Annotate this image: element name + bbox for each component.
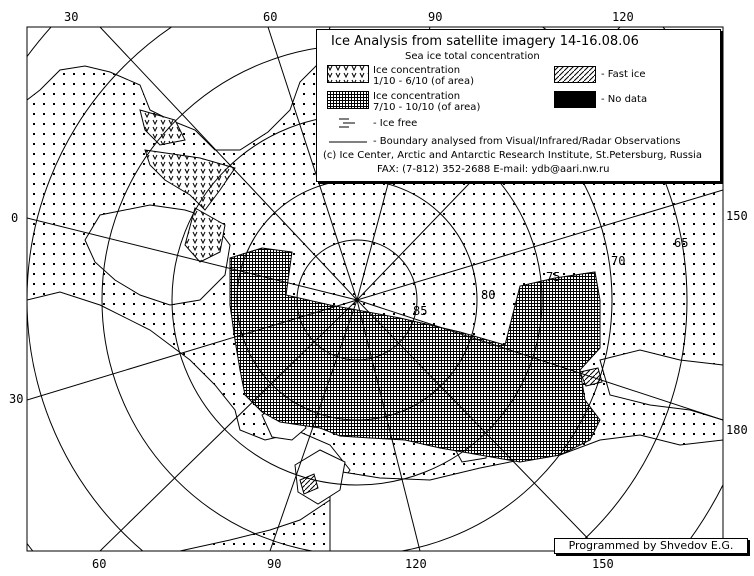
longitude-label-right-150: 150 bbox=[726, 209, 748, 223]
high-concentration-swatch bbox=[327, 91, 369, 109]
programmer-credit: Programmed by Shvedov E.G. bbox=[554, 538, 748, 554]
ice-free-symbol bbox=[337, 116, 357, 128]
latitude-label-75: 75 bbox=[546, 270, 561, 284]
longitude-label-left-0: 0 bbox=[11, 211, 19, 225]
latitude-label-85: 85 bbox=[413, 304, 428, 318]
longitude-label-bottom-120: 120 bbox=[405, 557, 427, 571]
low-concentration-swatch bbox=[327, 65, 369, 83]
longitude-label-top-60: 60 bbox=[263, 10, 278, 24]
longitude-label-right-180: 180 bbox=[726, 423, 748, 437]
longitude-label-bottom-60: 60 bbox=[92, 557, 107, 571]
legend-title: Ice Analysis from satellite imagery 14-16.08.06 bbox=[331, 34, 639, 49]
no-data-swatch bbox=[554, 91, 596, 108]
latitude-label-65: 65 bbox=[674, 236, 689, 250]
longitude-label-bottom-150: 150 bbox=[592, 557, 614, 571]
boundary-line-symbol bbox=[327, 139, 369, 145]
fast-ice-label: - Fast ice bbox=[601, 69, 646, 80]
longitude-label-top-90: 90 bbox=[428, 10, 443, 24]
high-concentration-label-2: 7/10 - 10/10 (of area) bbox=[373, 102, 481, 113]
longitude-label-left-30: 30 bbox=[9, 392, 24, 406]
boundary-label: - Boundary analysed from Visual/Infrared/Radar Observations bbox=[373, 136, 681, 147]
ice-free-label: - Ice free bbox=[373, 118, 418, 129]
legend-subtitle: Sea ice total concentration bbox=[405, 51, 540, 62]
low-concentration-label-1: Ice concentration bbox=[373, 65, 461, 76]
legend-box bbox=[316, 29, 721, 182]
longitude-label-top-30: 30 bbox=[64, 10, 79, 24]
longitude-label-top-120: 120 bbox=[612, 10, 634, 24]
longitude-label-bottom-90: 90 bbox=[267, 557, 282, 571]
low-concentration-label-2: 1/10 - 6/10 (of area) bbox=[373, 76, 474, 87]
latitude-label-70: 70 bbox=[611, 254, 626, 268]
high-concentration-label-1: Ice concentration bbox=[373, 91, 461, 102]
latitude-label-80: 80 bbox=[481, 288, 496, 302]
contact-info: FAX: (7-812) 352-2688 E-mail: ydb@aari.nw.ru bbox=[377, 164, 610, 175]
no-data-label: - No data bbox=[601, 94, 648, 105]
fast-ice-swatch bbox=[554, 66, 596, 83]
institute-credit: (c) Ice Center, Arctic and Antarctic Research Institute, St.Petersburg, Russia bbox=[323, 150, 702, 161]
